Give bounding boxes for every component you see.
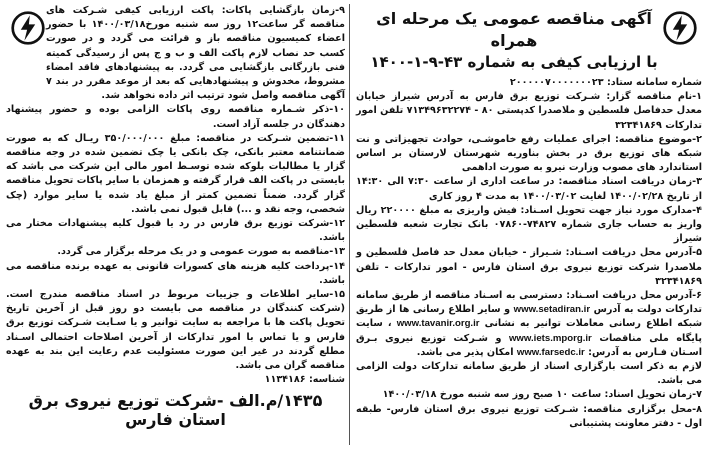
item-6-text-5: و شـرکت توزیع نیروی بـرق اسـتان فـارس به آدرس: [356, 332, 702, 358]
item-14-costs: ۱۴-پرداخت کلیه هزینه های کسورات قانونی به عهده برنده مناقصه می باشد. [6, 260, 345, 286]
setadiran-link[interactable]: www.setadiran.ir [513, 304, 591, 316]
power-company-logo-icon [662, 10, 698, 46]
item-12-rights: ۱۲-شرکت توزیع برق فارس در رد یا قبول کلیه پیشنهادات مختار می باشد. [6, 218, 345, 244]
item-10-tender-number: ۱۰-ذکر شـماره مناقصه روی پاکات الزامی بوده و حضور پیشنهاد دهندگان در جلسه آزاد است. [6, 104, 345, 130]
item-1-tenderer: ۱-نام مناقصه گزار: شـرکت توزیع برق فارس به آدرس شیراز خیابان معدل حدفاصل فلسطین و ملاصدرا کدپستی ۸۰ - ۷۱۳۴۹۶۳۲۲۷۴ تلفن امور تدارکات ۳۲۳۴۱۸۶۹ [356, 91, 702, 131]
item-6-text-3: رسانی معاملات توانیر به نشانی [484, 318, 641, 330]
notice-footer: ۱۴۳۵/م.الف -شرکت توزیع نیروی برق استان فارس [28, 391, 323, 430]
right-column [350, 4, 702, 445]
item-13-stage: ۱۳-مناقصه به صورت عمومی و در یک مرحله برگزار می گردد. [57, 246, 345, 258]
item-6-text-4: ، سایت پایگاه ملی مناقصات [356, 318, 702, 344]
system-number: شماره سامانه ستاد: ۲۰۰۰۰۰۷۰۰۰۰۰۰۰۲۳ [509, 77, 702, 88]
item-4-documents: ۴-مدارک مورد نیاز جهت تحویل اسـناد: فیش واریزی به مبلغ ۲۲۰۰۰۰ ریال واریز به حساب جاری شماره ۷۴۸۲۷-۰۷۸۶۰ بانک تجارت شعبه فلسطین شیراز [356, 204, 702, 245]
item-6-text: ۶-آدرس محل دریافت اسـناد: دسترسی به اسـناد مناقصه از طریق سامانه تدارکات دولت به آدرس [356, 290, 702, 316]
item-6-text-6: امکان پذیر می باشد. [416, 346, 514, 358]
notice-title: آگهی مناقصه عمومی یک مرحله ای همراه [376, 9, 652, 50]
left-column [6, 4, 350, 445]
item-2-subject: ۲-موضوع مناقصه: اجرای عملیات رفع خاموشـی، حوادث تجهیزاتی و نت شبکه های توزیع برق در بخش بناوریه شهرستان لارستان بر اساس استاندارد های مصوب وزارت نیرو به صورت اداهمی [356, 133, 702, 174]
item-6-access [356, 289, 702, 360]
item-5-address: ۵-آدرس محل دریافت اسـناد: شـیراز - خیابان معدل حد فاصل فلسطین و ملاصدرا شرکت توزیع نیروی برق استان فارس - امور تدارکات - تلفن ۳۲۳۴۱۸۶۹ [356, 247, 702, 287]
tavanir-link[interactable]: www.tavanir.org.ir [396, 318, 480, 330]
upload-note: لازم به ذکر است بارگزاری اسناد از طریق سامانه تدارکات دولت الزامی می باشد. [356, 361, 702, 387]
notice-id: شناسه: ۱۱۳۴۱۸۶ [264, 374, 345, 386]
iets-link[interactable]: www.iets.mporg.ir [508, 332, 592, 344]
item-3-receive-time: ۳-زمان دریافت اسناد مناقصه: در ساعت اداری از ساعت ۷:۳۰ الی ۱۴:۳۰ از تاریخ ۱۴۰۰/۰۲/۲۸ لغایت ۱۴۰۰/۰۳/۰۲ به مدت ۴ روز کاری [356, 176, 702, 202]
item-11-guarantee: ۱۱-تضمین شـرکت در مناقصه: مبلغ ۳۵۰/۰۰۰/۰۰۰ ریـال که به صورت ضمانتنامه معتبر بانکی، چک بانکی یا چک تضمین شده در وجه مناقصه گزار یا مطالبات بلوکه شده توسـط امور مالی این شرکت می باشد که بایستی در پاکت الف قرار گرفته و همزمان با سایر پاکات تحویل مناقصه گزار گردد. ضمناً تضمین کمتر از مبلغ یاد شده یا سایر موارد (چک شخصی، وجه نقد و ...) قابل قبول نمی باشد. [6, 132, 345, 215]
notice-subtitle: با ارزیابی کیفی به شماره ۴۳-۹-۱-۱۴۰۰ [370, 53, 658, 71]
farsedc-link[interactable]: www.farsedc.ir [516, 346, 585, 358]
item-7-delivery-time: ۷-زمان تحویل اسناد: ساعت ۱۰ صبح روز سه شنبه مورخ ۱۴۰۰/۰۳/۱۸ [382, 389, 702, 401]
power-company-logo-icon [10, 10, 46, 46]
item-9-opening: ۹-زمان بازگشایی پاکات: پاکت ارزیابی کیفی شـرکت های مناقصه گر ساعت۱۲ روز سه شنبه مورخ۱۴۰۰/۰۳/۱۸ با حضور اعضاء کمیسیون مناقصه باز و قرائت می گردد و در صورت کسب حد نصاب لازم پاکت الف و ب و ج پس از رسیدگی کمیته فنی بازرگانی بازگشایی می گردد. به پیشنهادهای فاقد امضاء مشروط، مخدوش و پیشنهادهایی که بعد از موعد مقرر در بند ۷ آگهی مناقصه واصل شود ترتیب اثر داده نخواهد شد. [46, 5, 345, 102]
item-6-text-2: و سایر اطلاع رسانی ها از طریق شبکه اطلاع [356, 304, 702, 330]
item-15-other-info: ۱۵-سایر اطلاعات و جزییات مربوط در اسناد مناقصه مندرج است. (شرکت کنندگان در مناقصه می بایست دو روز قبل از آخرین تاریخ تحویل پاکت ها با مراجعه به سایت توانیر و یا سـایت شـرکت توزیع برق فارس و یا تماس با امور تدارکات از آخرین اصلاحات احتمالی اسـناد مطلع گردند در غیر این صورت مسئولیت عدم رعایت این بند به عهده مناقصه گران می باشد. [6, 289, 345, 372]
item-8-venue: ۸-محل برگزاری مناقصه: شـرکت توزیع نیروی برق استان فارس- طبقه اول - دفتر معاونت پشتیبانی [356, 403, 702, 429]
